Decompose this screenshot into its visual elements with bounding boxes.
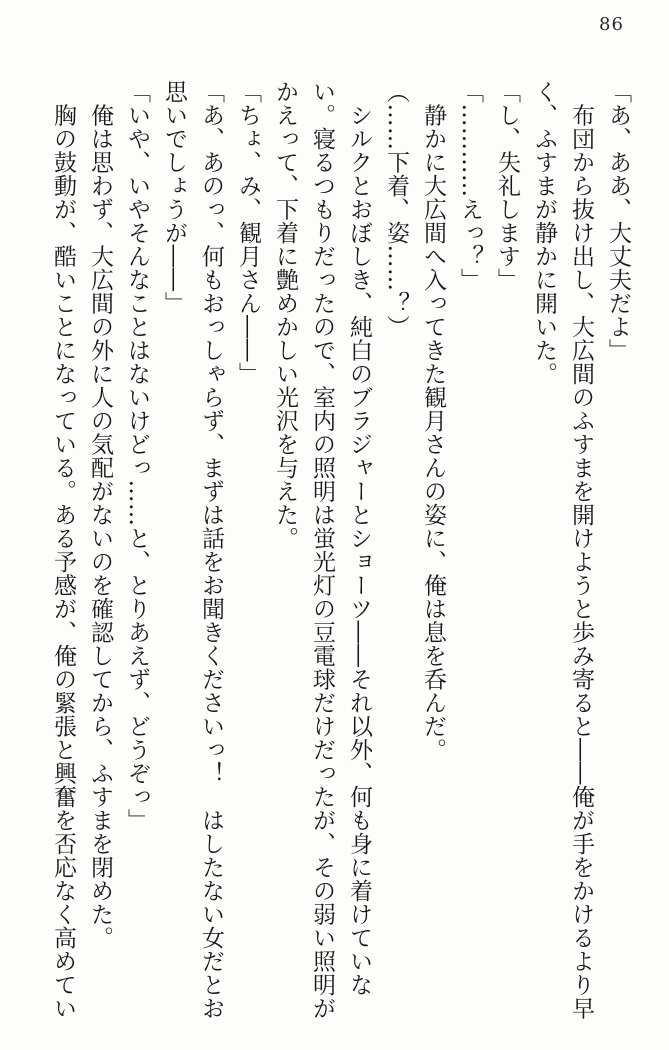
text-column: 「し、失礼します」 <box>494 80 520 292</box>
text-column: 布団から抜け出し、大広間のふすまを開けようと歩み寄ると――俺が手をかけるより早 <box>568 80 594 1020</box>
text-column: 静かに大広間へ入ってきた観月さんの姿に、俺は息を呑んだ。 <box>420 80 446 762</box>
text-column: 俺は思わず、大広間の外に人の気配がないのを確認してから、ふすまを閉めた。 <box>87 80 113 950</box>
text-column: 「…………えっ？」 <box>457 80 483 292</box>
text-column: 「いや、いやそんなことはないけどっ……と、とりあえず、どうぞっ」 <box>124 80 150 832</box>
text-column: 「あ、ああ、大丈夫だよ」 <box>605 80 631 362</box>
text-column: シルクとおぼしき、純白のブラジャーとショーツ――それ以外、何も身に着けていな <box>346 80 372 997</box>
text-column: く、ふすまが静かに開いた。 <box>531 80 557 386</box>
text-column: かえって、下着に艶めかしい光沢を与えた。 <box>272 80 298 550</box>
page-number: 86 <box>599 14 624 35</box>
body-text <box>44 80 636 1025</box>
text-column: 「あ、あのっ、何もおっしゃらず、まずは話をお聞きくださいっ！ はしたない女だとお <box>198 80 224 1020</box>
text-column: 胸の鼓動が、酷いことになっている。ある予感が、俺の緊張と興奮を否応なく高めてい <box>50 80 76 1020</box>
text-column: （……下着、姿……？） <box>383 80 409 339</box>
text-column: 「ちょ、み、観月さん――」 <box>235 80 261 386</box>
text-column: 思いでしょうが――」 <box>161 80 187 315</box>
text-column: い。寝るつもりだったので、室内の照明は蛍光灯の豆電球だけだったが、その弱い照明が <box>309 80 335 1020</box>
